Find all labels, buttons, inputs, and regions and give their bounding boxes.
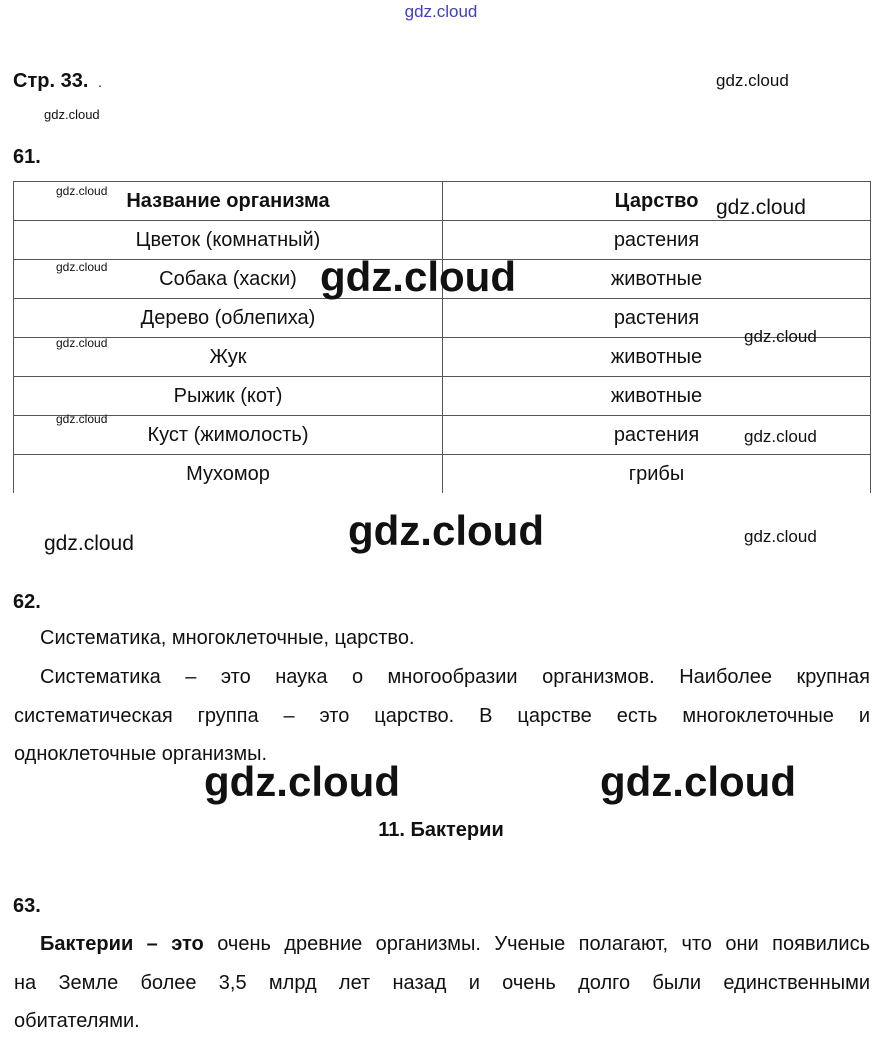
header-kingdom: Царство: [443, 182, 871, 221]
paragraph-line: [14, 925, 870, 964]
kingdom-cell: растения: [443, 221, 871, 260]
table-row: [14, 416, 871, 455]
kingdom-cell: животные: [443, 377, 871, 416]
watermark: gdz.cloud: [44, 532, 134, 555]
paragraph-line: обитателями.: [14, 1010, 140, 1032]
table-row: [14, 299, 871, 338]
page-header: [13, 70, 102, 93]
bold-term: Бактерии – это: [40, 933, 204, 955]
organism-cell: Мухомор: [14, 455, 443, 494]
watermark: gdz.cloud: [56, 336, 108, 350]
watermark: gdz.cloud: [716, 196, 806, 219]
watermark: gdz.cloud: [744, 527, 817, 546]
watermark: gdz.cloud: [744, 427, 817, 446]
paragraph-line: Систематика – это наука о многообразии организмов. Наиболее крупная: [40, 666, 870, 688]
task-62-number: 62.: [13, 591, 41, 613]
kingdom-cell: растения: [443, 416, 871, 455]
task-63-paragraph: [14, 925, 870, 1041]
organism-cell: Дерево (облепиха): [14, 299, 443, 338]
watermark: gdz.cloud: [44, 107, 100, 122]
table-row: [14, 338, 871, 377]
task-62-answer-line: Систематика, многоклеточные, царство.: [40, 627, 415, 649]
organism-cell: Рыжик (кот): [14, 377, 443, 416]
paragraph-text: очень древние организмы. Ученые полагают, что они появились: [203, 933, 870, 955]
task-63-number: 63.: [13, 895, 41, 917]
kingdom-cell: растения: [443, 299, 871, 338]
table-row: [14, 377, 871, 416]
task-62-paragraph: [14, 658, 870, 774]
kingdom-cell: животные: [443, 338, 871, 377]
watermark: gdz.cloud: [204, 758, 400, 805]
watermark-top: gdz.cloud: [404, 2, 478, 21]
header-organism-name: Название организма: [14, 182, 443, 221]
watermark: gdz.cloud: [56, 260, 108, 274]
page-header-dot: .: [97, 74, 102, 90]
organisms-table: [13, 181, 871, 493]
table-row: [14, 455, 871, 494]
watermark: gdz.cloud: [320, 253, 516, 300]
task-61-number: 61.: [13, 146, 41, 168]
organism-cell: Куст (жимолость): [14, 416, 443, 455]
paragraph-line: одноклеточные организмы.: [14, 743, 268, 765]
kingdom-cell: животные: [443, 260, 871, 299]
organism-cell: Собака (хаски): [14, 260, 443, 299]
watermark: gdz.cloud: [348, 507, 544, 554]
kingdom-cell: грибы: [443, 455, 871, 494]
watermark: gdz.cloud: [716, 71, 789, 90]
section-title: 11. Бактерии: [378, 819, 504, 841]
watermark: gdz.cloud: [600, 758, 796, 805]
watermark: gdz.cloud: [744, 327, 817, 346]
paragraph-line: на Земле более 3,5 млрд лет назад и очень долго были единственными: [14, 971, 870, 994]
organism-cell: Жук: [14, 338, 443, 377]
organism-cell: Цветок (комнатный): [14, 221, 443, 260]
page-header-text: Стр. 33.: [13, 70, 89, 92]
watermark: gdz.cloud: [56, 184, 108, 198]
watermark: gdz.cloud: [56, 412, 108, 426]
paragraph-line: систематическая группа – это царство. В царстве есть многоклеточные и: [14, 704, 870, 727]
